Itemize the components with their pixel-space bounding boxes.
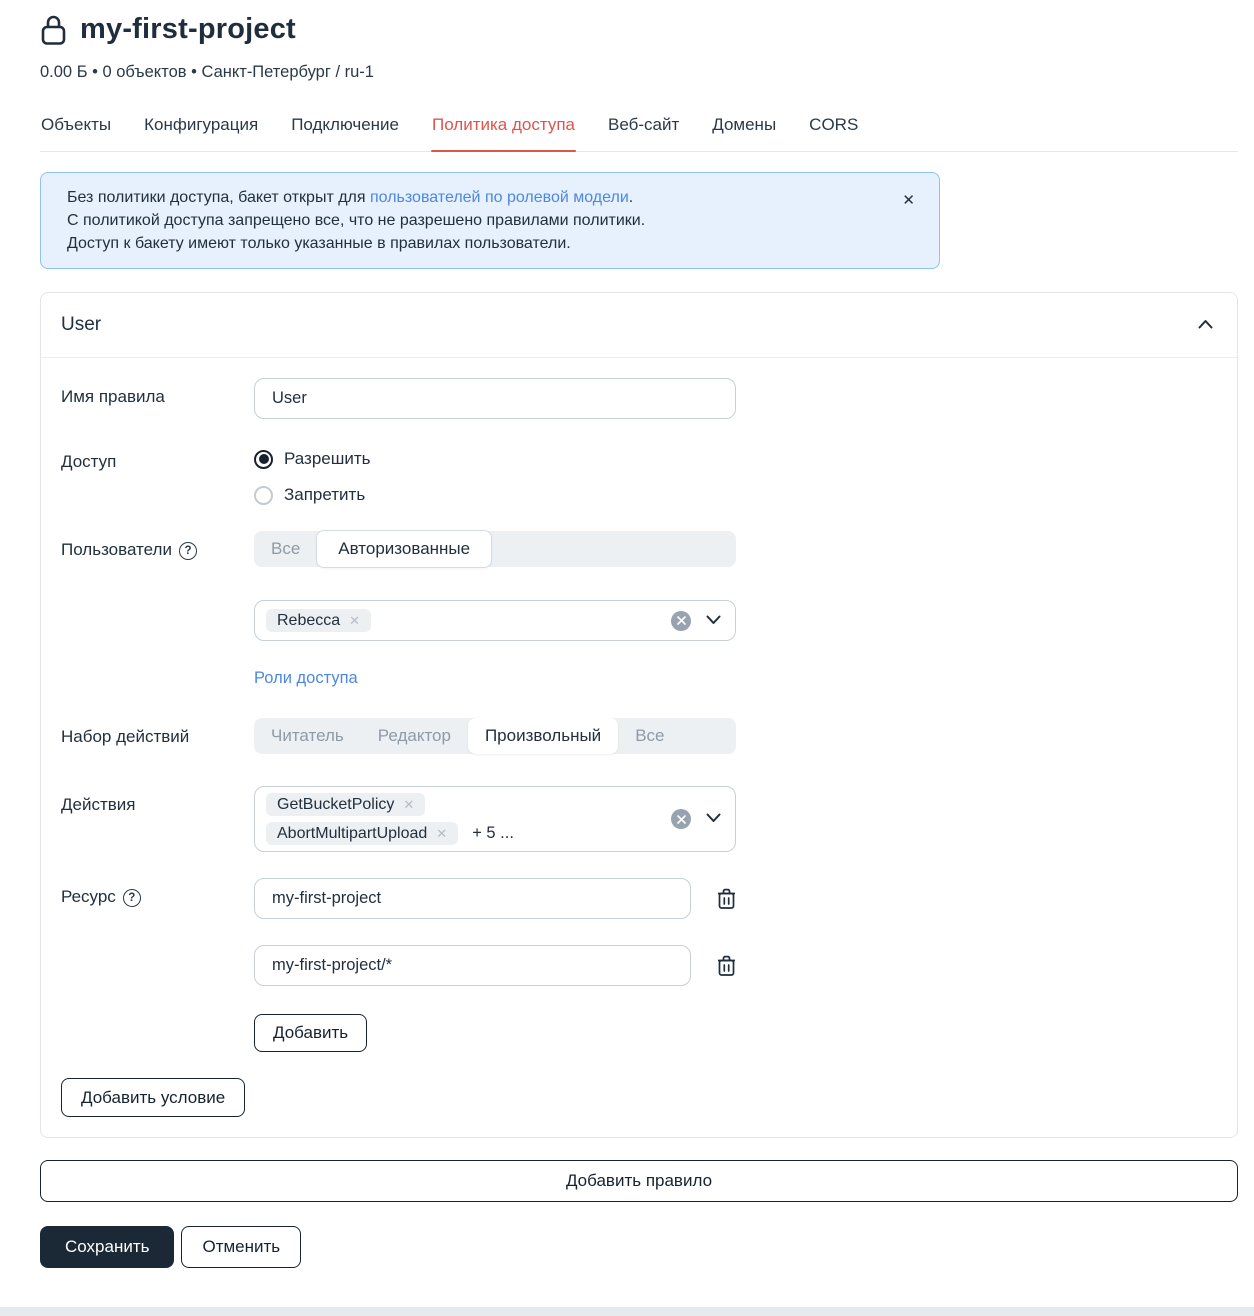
radio-selected-icon <box>254 450 273 469</box>
page-title: my-first-project <box>80 12 296 45</box>
clear-selection-icon[interactable] <box>671 809 691 829</box>
remove-tag-icon[interactable] <box>436 826 447 842</box>
remove-tag-icon[interactable] <box>403 797 414 813</box>
help-icon[interactable] <box>123 889 141 907</box>
action-tag-label: AbortMultipartUpload <box>277 824 428 842</box>
users-label-text: Пользователи <box>61 540 172 559</box>
radio-deny-label: Запретить <box>284 485 366 504</box>
users-select-row <box>61 600 1217 641</box>
resource-input-2[interactable] <box>254 945 691 986</box>
select-icons <box>671 809 721 829</box>
users-select-tags <box>266 609 661 632</box>
banner-text: Без политики доступа, бакет открыт для <box>67 189 370 206</box>
banner-line-2: С политикой доступа запрещено все, что не разрешено правилами политики. <box>67 212 646 229</box>
action-set-label: Набор действий <box>61 727 190 746</box>
clear-selection-icon[interactable] <box>671 611 691 631</box>
save-button[interactable]: Сохранить <box>40 1226 174 1268</box>
rule-name-label: Имя правила <box>61 387 165 406</box>
action-set-reader[interactable]: Читатель <box>271 726 344 745</box>
role-model-link[interactable]: пользователей по ролевой модели <box>370 189 629 206</box>
chevron-down-icon[interactable] <box>706 612 721 630</box>
tab-website[interactable]: Веб-сайт <box>608 115 680 134</box>
info-banner <box>40 172 940 269</box>
actions-row <box>61 786 1217 852</box>
radio-allow-label: Разрешить <box>284 449 371 468</box>
chevron-down-icon[interactable] <box>706 810 721 828</box>
radio-allow[interactable] <box>254 449 736 469</box>
help-icon[interactable] <box>179 542 197 560</box>
actions-label: Действия <box>61 795 136 814</box>
rule-card-header[interactable] <box>41 293 1237 358</box>
banner-line-1 <box>67 186 893 209</box>
form-actions <box>40 1226 1238 1268</box>
actions-select[interactable] <box>254 786 736 852</box>
close-icon[interactable]: ✕ <box>902 192 915 209</box>
radio-unselected-icon <box>254 486 273 505</box>
users-row <box>61 531 1217 567</box>
action-set-segmented <box>254 718 736 754</box>
more-actions-count: + 5 ... <box>472 824 514 842</box>
resource-label-text: Ресурс <box>61 887 116 906</box>
tab-cors[interactable]: CORS <box>809 115 859 134</box>
tab-objects[interactable]: Объекты <box>41 115 112 134</box>
user-tag-label: Rebecca <box>277 611 341 629</box>
rule-card <box>40 292 1238 1138</box>
banner-text: . <box>628 189 634 206</box>
add-rule-button[interactable]: Добавить правило <box>40 1160 1238 1202</box>
users-toggle <box>254 531 736 567</box>
radio-deny[interactable] <box>254 485 736 505</box>
access-label: Доступ <box>61 452 117 471</box>
users-toggle-authorized[interactable]: Авторизованные <box>316 530 492 568</box>
page-bottom-strip <box>0 1307 1254 1316</box>
tab-domains[interactable]: Домены <box>712 115 777 134</box>
action-set-editor[interactable]: Редактор <box>377 726 451 745</box>
access-row <box>61 443 1217 505</box>
action-tag <box>266 793 425 816</box>
resource-input-1[interactable] <box>254 878 691 919</box>
bucket-meta: 0.00 Б • 0 объектов • Санкт-Петербург / ru-1 <box>40 63 374 81</box>
remove-tag-icon[interactable] <box>349 613 360 629</box>
action-tag <box>266 822 458 845</box>
actions-select-tags <box>266 793 661 845</box>
action-set-custom[interactable]: Произвольный <box>468 718 618 754</box>
action-set-row <box>61 718 1217 754</box>
resource-row-1 <box>61 878 1217 919</box>
lock-icon <box>40 14 67 46</box>
users-label <box>61 531 254 560</box>
user-tag <box>266 609 371 632</box>
rule-card-body <box>41 358 1237 1137</box>
add-resource-button[interactable]: Добавить <box>254 1014 367 1052</box>
add-resource-row <box>61 1014 1217 1052</box>
banner-line-3: Доступ к бакету имеют только указанные в правилах пользователи. <box>67 235 571 252</box>
resource-row-2 <box>61 945 1217 986</box>
access-roles-link[interactable]: Роли доступа <box>254 669 358 687</box>
page-header <box>40 12 1238 46</box>
trash-icon[interactable] <box>717 955 736 977</box>
resource-label <box>61 878 254 907</box>
action-set-all[interactable]: Все <box>635 726 665 745</box>
action-tag-label: GetBucketPolicy <box>277 795 395 813</box>
tab-bar <box>40 113 1238 152</box>
access-radio-group <box>254 443 736 505</box>
roles-link-row <box>61 669 1217 688</box>
trash-icon[interactable] <box>717 888 736 910</box>
users-toggle-all[interactable]: Все <box>271 539 301 558</box>
rule-title: User <box>61 314 102 335</box>
add-condition-button[interactable]: Добавить условие <box>61 1078 245 1117</box>
tab-configuration[interactable]: Конфигурация <box>144 115 259 134</box>
cancel-button[interactable]: Отменить <box>181 1226 301 1268</box>
users-select[interactable] <box>254 600 736 641</box>
rule-name-input[interactable] <box>254 378 736 419</box>
tab-connection[interactable]: Подключение <box>291 115 399 134</box>
select-icons <box>671 611 721 631</box>
chevron-up-icon[interactable] <box>1198 316 1213 334</box>
rule-name-row <box>61 378 1217 419</box>
tab-access-policy[interactable]: Политика доступа <box>431 113 576 151</box>
